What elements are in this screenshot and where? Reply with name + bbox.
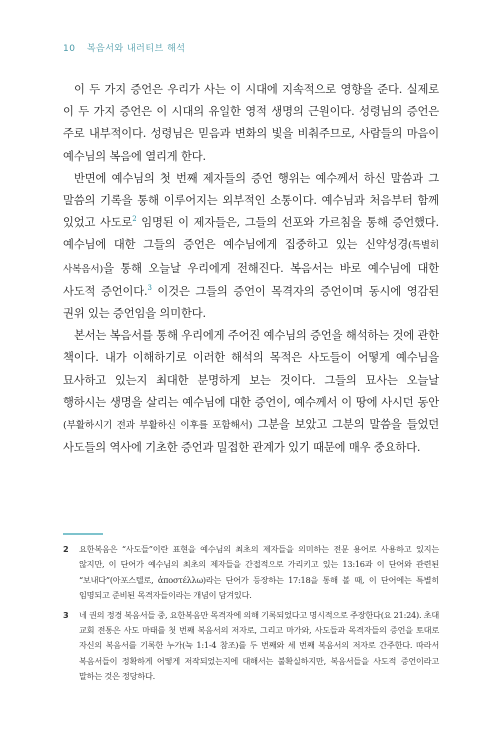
footnote-text: 요한복음은 “사도들”이란 표현을 예수님의 최초의 제자들을 의미하는 전문 용어로 사용하고 있지는 않지만, 이 단어가 예수님의 최초의 제자들을 간접적으로 가리키고 있는 13:16과 이 단어와 관련된 “보내다”(아포스텔로, ἀποστέλλω)라는 단어가 등장하는 17:18을 통해 볼 때, 이 단어에는 특별히 임명되고 준비된 목격자들이라는 개념이 담겨있다.: [79, 544, 439, 601]
footnote-number: 2: [63, 544, 69, 554]
paragraph-3: [63, 325, 439, 459]
page-number: 10: [63, 44, 76, 54]
running-title: 복음서와 내러티브 해석: [86, 44, 186, 54]
footnote-number: 3: [63, 609, 69, 620]
footnote-2: [63, 542, 439, 604]
paragraph-2: [63, 168, 439, 325]
paragraph-2-text-d: 이것은 그들의 증언이 목격자의 증언이며 동시에 영감된 권위 있는 증언임을 의미한다.: [63, 284, 439, 321]
footnote-ref-2[interactable]: 2: [132, 215, 137, 224]
paragraph-2-text-a: 반면에 예수님의 첫 번째 제자들의 증언 행위는 예수께서 하신 말씀과 그 말씀의 기록을 통해 이루어지는 외부적인 소통이다. 예수님과 처음부터 함께 있었고 사도로: [63, 171, 439, 230]
paragraph-2-parenthetical: (특별히 사복음서): [63, 240, 439, 275]
paragraph-2-text-b: 임명된 이 제자들은, 그들의 선포와 가르침을 통해 증언했다. 예수님에 대한 그들의 증언은 예수님에게 집중하고 있는 신약성경: [63, 216, 439, 252]
footnote-text: 네 권의 정경 복음서들 중, 요한복음만 목격자에 의해 기록되었다고 명시적으로 주장한다(요 21:24). 초대 교회 전통은 사도 마태를 첫 번째 복음서의 저자로, 그리고 마가와, 사도들과 목격자들의 증언을 토대로 자신의 복음서를 기록한 누가(눅 1:1-4 참조)를 두 번째와 세 번째 복음서의 저자로 간주한다. 따라서 복음서들이 정확하게 어떻게 저작되었는지에 대해서는 불확실하지만, 복음서들을 사도적 증언이라고 말하는 것은 정당하다.: [79, 609, 439, 682]
paragraph-1: [63, 79, 439, 168]
running-header: [63, 41, 186, 54]
main-text: [63, 79, 439, 459]
footnote-3: [63, 608, 439, 685]
paragraph-1-text: 이 두 가지 증언은 우리가 사는 이 시대에 지속적으로 영향을 준다. 실제로 이 두 가지 증언은 이 시대의 유일한 영적 생명의 근원이다. 성령님의 증언은 주로 내부적이다. 성령님은 믿음과 변화의 빛을 비춰주므로, 사람들의 마음이 예수님의 복음에 열리게 한다.: [63, 83, 439, 163]
paragraph-3-text-b: 그분을 보았고 그분의 말씀을 들었던 사도들의 역사에 기초한 증언과 밀접한 관계가 있기 때문에 매우 중요하다.: [63, 418, 439, 455]
footnotes: [63, 542, 439, 689]
paragraph-3-text-a: 본서는 복음서를 통해 우리에게 주어진 예수님의 증언을 해석하는 것에 관한 책이다. 내가 이해하기로 이러한 해석의 목적은 사도들이 어떻게 예수님을 묘사하고 있는지 최대한 분명하게 보는 것이다. 그들의 묘사는 오늘날 행하시는 생명을 살리는 예수님에 대한 증언이, 예수께서 이 땅에 사시던 동안: [63, 329, 439, 409]
footnote-divider: [63, 533, 103, 535]
paragraph-2-text-c: 을 통해 오늘날 우리에게 전해진다. 복음서는 바로 예수님에 대한 사도적 증언이다.: [63, 261, 439, 298]
footnote-ref-3[interactable]: 3: [147, 284, 152, 293]
paragraph-3-parenthetical: (부활하시기 전과 부활하신 이후를 포함해서): [63, 420, 253, 432]
